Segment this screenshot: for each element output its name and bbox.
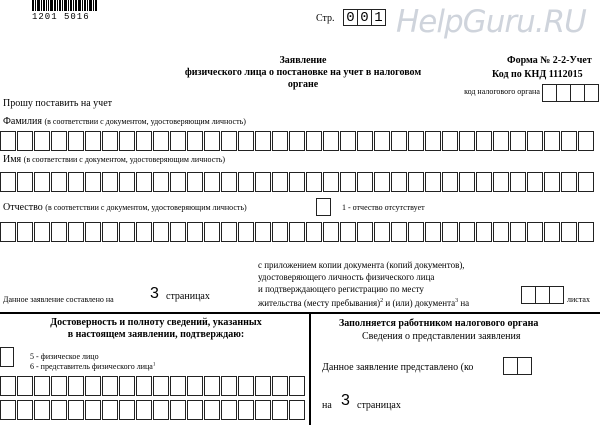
char-cell[interactable] [85,131,101,151]
attachment-line: жительства (месту пребывания)$^2$ и (или) документа$^3$ на [258,298,470,308]
char-cell[interactable] [0,400,16,420]
authority-code-cell[interactable] [542,84,557,102]
char-cell[interactable] [357,172,373,192]
char-cell[interactable] [136,172,152,192]
char-cell[interactable] [391,131,407,151]
char-cell[interactable] [306,222,322,242]
char-cell[interactable] [510,222,526,242]
officer-pages-prefix: на [322,400,332,411]
form-number: Форма № 2-2-Учет [507,55,592,66]
char-cell[interactable] [221,400,237,420]
char-cell[interactable] [187,400,203,420]
form-title-line: физического лица о постановке на учет в налоговом [184,67,422,78]
char-cell[interactable] [340,222,356,242]
char-cell[interactable] [272,172,288,192]
no-patronymic-checkbox[interactable] [316,198,331,216]
char-cell[interactable] [561,222,577,242]
representative-cells [0,400,305,420]
section-divider [0,312,600,314]
char-cell[interactable] [170,376,186,396]
char-cell[interactable] [238,131,254,151]
char-cell[interactable] [408,131,424,151]
char-cell[interactable] [85,376,101,396]
char-cell[interactable] [272,400,288,420]
char-cell[interactable] [357,222,373,242]
char-cell[interactable] [493,222,509,242]
presented-code-cell[interactable] [503,357,518,375]
char-cell[interactable] [221,172,237,192]
sheets-word: листах [567,295,590,304]
page-digit-cell[interactable]: 0 [343,9,358,26]
no-patronymic-label: 1 - отчество отсутствует [342,203,425,212]
surname-cells [0,131,594,151]
char-cell[interactable] [408,172,424,192]
char-cell[interactable] [374,172,390,192]
char-cell[interactable] [204,172,220,192]
char-cell[interactable] [204,222,220,242]
char-cell[interactable] [102,172,118,192]
char-cell[interactable] [51,376,67,396]
char-cell[interactable] [68,376,84,396]
char-cell[interactable] [544,172,560,192]
char-cell[interactable] [119,400,135,420]
watermark-logo: HelpGuru.RU [396,4,586,40]
char-cell[interactable] [102,376,118,396]
char-cell[interactable] [0,172,16,192]
char-cell[interactable] [51,172,67,192]
char-cell[interactable] [17,131,33,151]
sheets-count-cell[interactable] [549,286,564,304]
patronymic-label: Отчество [3,202,43,213]
authority-code-label: код налогового органа [464,87,540,96]
char-cell[interactable] [204,131,220,151]
attachment-line-part: жительства (месту пребывания) [258,298,381,308]
presented-code-cells [503,357,531,375]
char-cell[interactable] [527,131,543,151]
char-cell[interactable] [544,222,560,242]
char-cell[interactable] [102,131,118,151]
char-cell[interactable] [221,131,237,151]
char-cell[interactable] [238,172,254,192]
char-cell[interactable] [0,222,16,242]
char-cell[interactable] [493,172,509,192]
char-cell[interactable] [221,222,237,242]
char-cell[interactable] [442,131,458,151]
officer-pages-count[interactable]: 3 [341,392,350,409]
char-cell[interactable] [527,222,543,242]
char-cell[interactable] [493,131,509,151]
signer-option: 6 - представитель физического лица$^1$ [30,362,156,371]
char-cell[interactable] [425,222,441,242]
char-cell[interactable] [459,172,475,192]
representative-cells [0,376,305,396]
char-cell[interactable] [272,131,288,151]
char-cell[interactable] [17,172,33,192]
char-cell[interactable] [238,376,254,396]
char-cell[interactable] [153,400,169,420]
char-cell[interactable] [238,400,254,420]
surname-label: Фамилия [3,116,42,127]
char-cell[interactable] [255,172,271,192]
char-cell[interactable] [68,222,84,242]
sheets-count-cells [521,286,563,304]
presented-label: Данное заявление представлено (ко [322,362,474,373]
char-cell[interactable] [255,400,271,420]
confirmation-title [10,317,302,341]
signer-option: 5 - физическое лицо [30,352,99,361]
char-cell[interactable] [68,131,84,151]
char-cell[interactable] [136,222,152,242]
char-cell[interactable] [68,172,84,192]
char-cell[interactable] [476,172,492,192]
char-cell[interactable] [306,172,322,192]
char-cell[interactable] [442,222,458,242]
char-cell[interactable] [119,376,135,396]
char-cell[interactable] [476,222,492,242]
char-cell[interactable] [323,172,339,192]
char-cell[interactable] [187,172,203,192]
char-cell[interactable] [306,131,322,151]
char-cell[interactable] [374,131,390,151]
char-cell[interactable] [561,172,577,192]
patronymic-cells [0,222,594,242]
char-cell[interactable] [0,131,16,151]
char-cell[interactable] [510,131,526,151]
char-cell[interactable] [51,222,67,242]
name-note: (в соответствии с документом, удостоверяющим личность) [23,155,226,164]
attachment-line-part: на [458,298,470,308]
confirmation-title-line: в настоящем заявлении, подтверждаю: [67,329,245,340]
char-cell[interactable] [459,222,475,242]
char-cell[interactable] [408,222,424,242]
page-number-cells [343,9,385,26]
char-cell[interactable] [34,172,50,192]
char-cell[interactable] [340,172,356,192]
patronymic-label-line [3,202,247,213]
char-cell[interactable] [459,131,475,151]
char-cell[interactable] [153,222,169,242]
char-cell[interactable] [153,131,169,151]
char-cell[interactable] [391,222,407,242]
attachment-line: и подтверждающего регистрацию по месту [258,284,424,294]
pages-word: страницах [166,291,210,302]
char-cell[interactable] [255,222,271,242]
char-cell[interactable] [272,376,288,396]
authority-code-cell[interactable] [570,84,585,102]
char-cell[interactable] [0,376,16,396]
char-cell[interactable] [153,172,169,192]
name-label: Имя [3,154,22,165]
name-label-line [3,154,225,165]
char-cell[interactable] [255,131,271,151]
char-cell[interactable] [119,222,135,242]
barcode [32,0,98,11]
char-cell[interactable] [357,131,373,151]
form-title-line: Заявление [279,55,327,66]
signer-type-box[interactable] [0,347,14,367]
officer-pages-word: страницах [357,400,401,411]
char-cell[interactable] [578,172,594,192]
char-cell[interactable] [85,222,101,242]
patronymic-note: (в соответствии с документом, удостоверяющим личность) [45,203,247,212]
char-cell[interactable] [119,131,135,151]
char-cell[interactable] [527,172,543,192]
char-cell[interactable] [187,222,203,242]
char-cell[interactable] [51,131,67,151]
char-cell[interactable] [289,131,305,151]
attachment-line: удостоверяющего личность физического лица [258,272,435,282]
char-cell[interactable] [170,222,186,242]
char-cell[interactable] [34,376,50,396]
char-cell[interactable] [323,131,339,151]
char-cell[interactable] [34,400,50,420]
char-cell[interactable] [153,376,169,396]
page-label: Стр. [316,13,335,24]
char-cell[interactable] [323,222,339,242]
char-cell[interactable] [510,172,526,192]
char-cell[interactable] [578,222,594,242]
request-text: Прошу поставить на учет [3,98,113,109]
presented-code-cell[interactable] [517,357,532,375]
char-cell[interactable] [170,172,186,192]
char-cell[interactable] [17,400,33,420]
char-cell[interactable] [272,222,288,242]
char-cell[interactable] [544,131,560,151]
char-cell[interactable] [391,172,407,192]
char-cell[interactable] [561,131,577,151]
char-cell[interactable] [238,222,254,242]
attachment-line: с приложением копии документа (копий документов), [258,260,465,270]
char-cell[interactable] [289,376,305,396]
attachment-line-part: и (или) документа [383,298,456,308]
char-cell[interactable] [85,172,101,192]
confirmation-title-line: Достоверность и полноту сведений, указанных [50,317,262,328]
char-cell[interactable] [136,400,152,420]
barcode-number: 1201 5016 [32,12,90,22]
char-cell[interactable] [102,222,118,242]
authority-code-cell[interactable] [556,84,571,102]
char-cell[interactable] [289,400,305,420]
char-cell[interactable] [204,376,220,396]
char-cell[interactable] [170,400,186,420]
char-cell[interactable] [170,131,186,151]
authority-code-cell[interactable] [584,84,599,102]
sheets-count-cell[interactable] [535,286,550,304]
char-cell[interactable] [17,222,33,242]
officer-section-title: Заполняется работником налогового органа [339,318,539,329]
pages-count[interactable]: 3 [150,285,159,302]
signer-option-text: 6 - представитель физического лица [30,362,153,371]
composed-label: Данное заявление составлено на [3,295,114,304]
form-title [138,55,468,91]
char-cell[interactable] [136,376,152,396]
authority-code-cells [542,84,598,102]
char-cell[interactable] [187,376,203,396]
char-cell[interactable] [289,222,305,242]
char-cell[interactable] [442,172,458,192]
char-cell[interactable] [51,400,67,420]
sheets-count-cell[interactable] [521,286,536,304]
char-cell[interactable] [17,376,33,396]
char-cell[interactable] [119,172,135,192]
char-cell[interactable] [136,131,152,151]
knd-code: Код по КНД 1112015 [492,69,583,80]
form-title-line: органе [287,79,319,90]
char-cell[interactable] [289,172,305,192]
char-cell[interactable] [85,400,101,420]
char-cell[interactable] [187,131,203,151]
char-cell[interactable] [578,131,594,151]
name-cells [0,172,594,192]
char-cell[interactable] [255,376,271,396]
char-cell[interactable] [425,172,441,192]
char-cell[interactable] [374,222,390,242]
column-divider [309,312,311,425]
char-cell[interactable] [221,376,237,396]
surname-note: (в соответствии с документом, удостоверяющим личность) [44,117,246,126]
attachment-text [258,259,469,309]
page-digit-cell[interactable]: 1 [371,9,386,26]
char-cell[interactable] [204,400,220,420]
char-cell[interactable] [425,131,441,151]
surname-label-line [3,116,246,127]
char-cell[interactable] [34,222,50,242]
char-cell[interactable] [34,131,50,151]
page-digit-cell[interactable]: 0 [357,9,372,26]
char-cell[interactable] [476,131,492,151]
char-cell[interactable] [102,400,118,420]
officer-section-subtitle: Сведения о представлении заявления [362,331,521,342]
char-cell[interactable] [340,131,356,151]
char-cell[interactable] [68,400,84,420]
